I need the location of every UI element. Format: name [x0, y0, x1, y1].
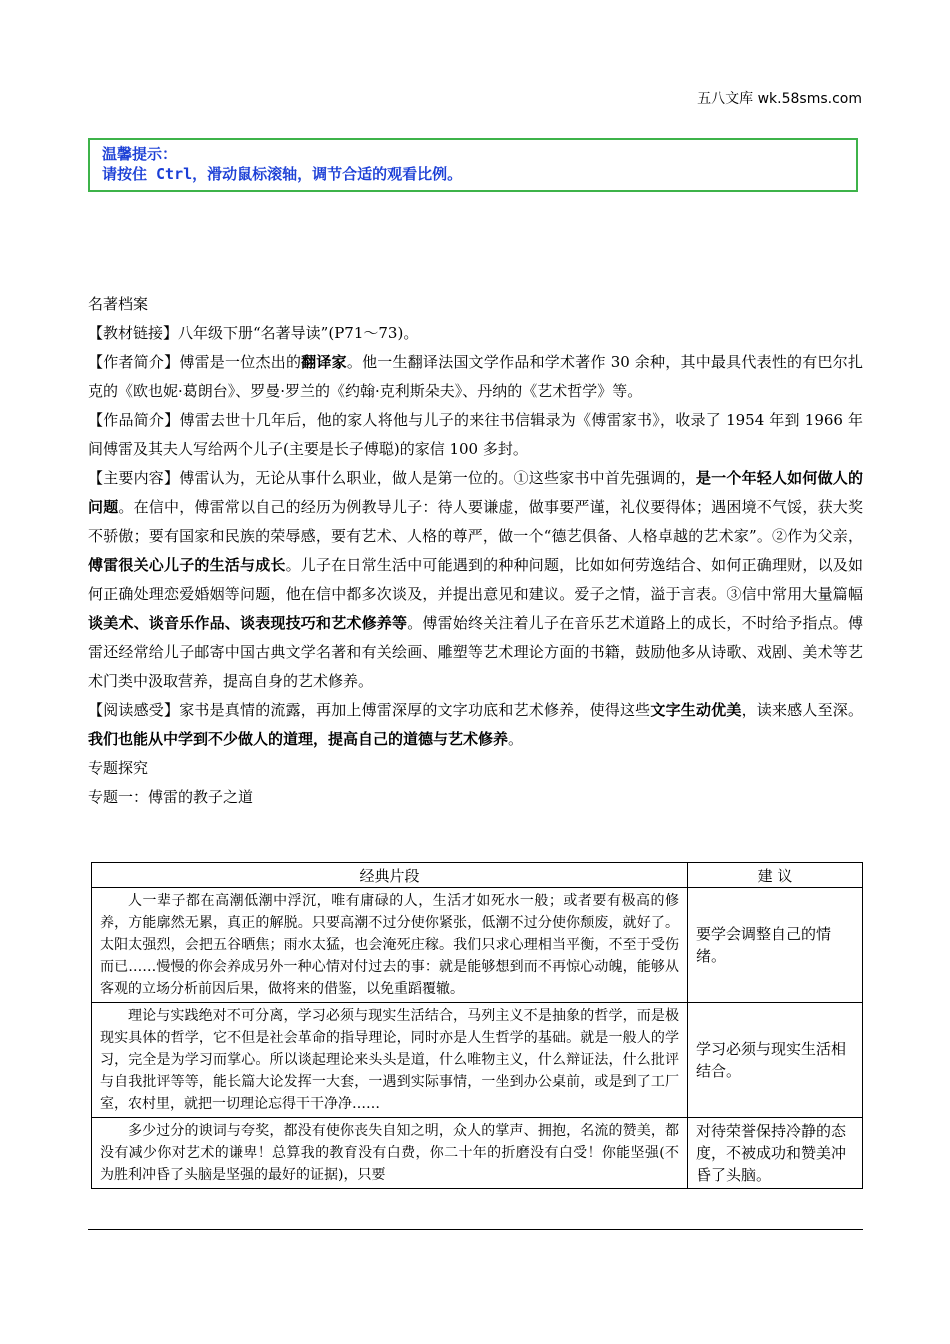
excerpt-table	[91, 862, 863, 1189]
excerpt-cell: 理论与实践绝对不可分离，学习必须与现实生活结合，马列主义不是抽象的哲学，而是极现实具体的哲学，它不但是社会革命的指导理论，同时亦是人生哲学的基础。就是一般人的学习，完全是为学习而掌心。所以谈起理论来头头是道，什么唯物主义，什么辩证法，什么批评与自我批评等等，能长篇大论发挥一大套，一遇到实际事情，一坐到办公桌前，或是到了工厂室，农村里，就把一切理论忘得干干净净……	[92, 1003, 688, 1118]
header-advice: 建 议	[688, 863, 863, 888]
reading-feel-highlight-2: 我们也能从中学到不少做人的道理，提高自己的道德与艺术修养	[88, 730, 509, 748]
table-header-row	[92, 863, 863, 888]
reading-feel-text-2: ，读来感人至深。	[741, 701, 863, 719]
main-content-text-3: 。儿子在日常生活中可能遇到的种种问题，比如如何劳逸结合、如何正确理财，以及如何正确处理恋爱婚姻等问题，他在信中都多次谈及，并提出意见和建议。爱子之情，溢于言表。③信中常用大量篇幅	[88, 556, 863, 603]
main-content-highlight-1: 是一个年轻人如何做人的问题	[88, 469, 863, 516]
advice-cell: 要学会调整自己的情绪。	[688, 888, 863, 1003]
author-intro-text-a: 傅雷是一位杰出的	[179, 353, 302, 371]
excerpt-cell: 人一辈子都在高潮低潮中浮沉，唯有庸碌的人，生活才如死水一般；或者要有极高的修养，方能廓然无累，真正的解脱。只要高潮不过分使你紧张，低潮不过分使你颓废，就好了。太阳太强烈，会把五谷晒焦；雨水太猛，也会淹死庄稼。我们只求心理相当平衡，不至于受伤而已……慢慢的你会养成另外一种心情对付过去的事：就是能够想到而不再惊心动魄，能够从客观的立场分析前因后果，做将来的借鉴，以免重蹈覆辙。	[92, 888, 688, 1003]
main-content-text-4: 。傅雷始终关注着儿子在音乐艺术道路上的成长，不时给予指点。傅雷还经常给儿子邮寄中国古典文学名著和有关绘画、雕塑等艺术理论方面的书籍，鼓励他多从诗歌、戏剧、美术等艺术门类中汲取营养，提高自身的艺术修养。	[88, 614, 863, 690]
textbook-link-tag: 【教材链接】	[88, 324, 179, 342]
site-watermark: 五八文库 wk.58sms.com	[697, 91, 862, 107]
topic-section-title: 专题探究	[88, 759, 149, 777]
main-content-text-1: 傅雷认为，无论从事什么职业，做人是第一位的。①这些家书中首先强调的，	[179, 469, 696, 487]
work-intro-tag: 【作品简介】	[88, 411, 180, 429]
author-intro-tag: 【作者简介】	[88, 353, 180, 371]
reading-feel-tag: 【阅读感受】	[88, 701, 180, 719]
reading-feel-highlight-1: 文字生动优美	[650, 701, 742, 719]
header-excerpt: 经典片段	[92, 863, 688, 888]
section-title: 名著档案	[88, 295, 149, 313]
main-content-text-2: 。在信中，傅雷常以自己的经历为例教导儿子：待人要谦虚，做事要严谨，礼仪要得体；遇困境不气馁，获大奖不骄傲；要有国家和民族的荣辱感，要有艺术、人格的尊严，做一个“德艺俱备、人格卓越的艺术家”。②作为父亲，	[88, 498, 863, 545]
reading-feel-text-1: 家书是真情的流露，再加上傅雷深厚的文字功底和艺术修养，使得这些	[179, 701, 651, 719]
author-intro-highlight: 翻译家	[301, 353, 347, 371]
author-intro-paragraph	[88, 348, 863, 406]
main-content-tag: 【主要内容】	[88, 469, 180, 487]
topic-one-title: 专题一：傅雷的教子之道	[88, 788, 254, 806]
tip-box	[88, 138, 858, 192]
author-intro-text-b: 。他一生翻译法国文学作品和学术著作 30 余种，其中最具代表性的有巴尔扎克的《欧也妮·葛朗台》、罗曼·罗兰的《约翰·克利斯朵夫》、丹纳的《艺术哲学》等。	[88, 353, 863, 400]
tip-body: 请按住 Ctrl，滑动鼠标滚轴，调节合适的观看比例。	[102, 165, 463, 183]
table-row	[92, 1118, 863, 1189]
page-bottom-rule	[88, 1229, 863, 1230]
advice-cell: 对待荣誉保持冷静的态度，不被成功和赞美冲昏了头脑。	[688, 1118, 863, 1189]
reading-feel-text-3: 。	[508, 730, 524, 748]
excerpt-cell: 多少过分的谀词与夸奖，都没有使你丧失自知之明，众人的掌声、拥抱，名流的赞美，都没有减少你对艺术的谦卑！总算我的教育没有白费，你二十年的折磨没有白受！你能坚强(不为胜利冲昏了头脑是坚强的最好的证据)，只要	[92, 1118, 688, 1189]
table-row	[92, 888, 863, 1003]
reading-feel-paragraph	[88, 696, 863, 754]
main-content-highlight-3: 谈美术、谈音乐作品、谈表现技巧和艺术修养等	[88, 614, 408, 632]
work-intro-text: 傅雷去世十几年后，他的家人将他与儿子的来往书信辑录为《傅雷家书》，收录了 1954 年到 1966 年间傅雷及其夫人写给两个儿子(主要是长子傅聪)的家信 100 多封。	[88, 411, 863, 458]
tip-title: 温馨提示：	[102, 145, 178, 163]
main-content-highlight-2: 傅雷很关心儿子的生活与成长	[88, 556, 286, 574]
table-row	[92, 1003, 863, 1118]
main-content-paragraph	[88, 464, 863, 696]
article-body	[88, 290, 863, 812]
textbook-link-text: 八年级下册“名著导读”(P71～73)。	[178, 324, 419, 342]
textbook-link-paragraph	[88, 319, 863, 348]
advice-cell: 学习必须与现实生活相结合。	[688, 1003, 863, 1118]
work-intro-paragraph	[88, 406, 863, 464]
